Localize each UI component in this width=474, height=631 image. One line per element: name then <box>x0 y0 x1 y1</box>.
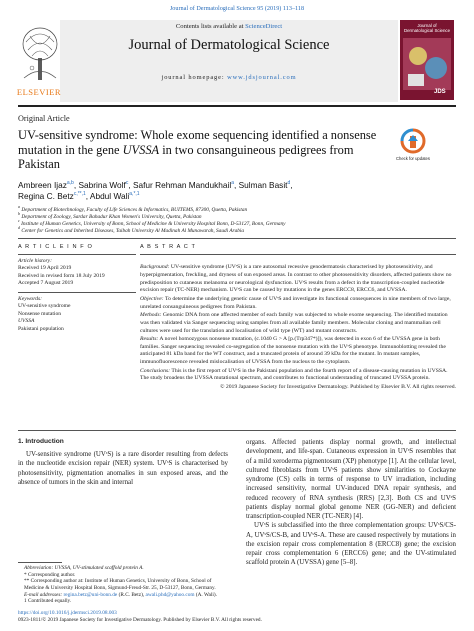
author[interactable]: Abdul Wali$^{a,*,1}$ <box>89 191 140 202</box>
keywords-block <box>18 296 136 333</box>
history-label: Article history: <box>18 258 53 264</box>
cover-badge: JDS <box>434 89 446 95</box>
keyword: UV-sensitive syndrome <box>18 303 71 310</box>
abstract-results: Results: A novel homozygous nonsense mutation, (c.1040 G > A [p.(Trp347*)]), was detected in exon 6 of the UVSSA gene in both families. Sanger sequencing revealed co-segregation of the nonsense mutation with the UVˢS phenotype. Immunoblotting revealed the anticipated 81 kDa band for the WT construct, and a truncated protein of around 39 kDa for the mutant. In mutant samples, immunofluorescence revealed mislocalisation of UVSSA from the nucleus to the cytoplasm. <box>140 335 446 366</box>
header-divider <box>18 105 456 107</box>
journal-title: Journal of Dermatological Science <box>128 37 330 53</box>
affiliation-divider <box>18 238 456 239</box>
contents-available-line <box>60 23 398 30</box>
check-for-updates-label[interactable]: Check for updates <box>396 156 430 161</box>
journal-header-banner <box>60 20 398 102</box>
footnotes <box>18 565 228 605</box>
affiliation: $^d$ Center for Genetics and Inherited Diseases, Taibah University Al Madinah Al Munawarah, Saudi Arabia <box>18 225 245 234</box>
author[interactable]: Safur Rehman Mandukhail$^a$ <box>132 180 234 190</box>
title-part-1: UV-sensitive syndrome: Whole exome sequencing identified a nonsense mutation in the gene <box>18 128 377 157</box>
affiliation: $^c$ Institute of Human Genetics, University of Bonn, School of Medicine & University Hospital Bonn, D-53127, Bonn, Germany <box>18 218 286 227</box>
article-title <box>18 128 380 172</box>
email-link[interactable]: awali.phd@yahoo.com <box>145 591 195 598</box>
abbreviation-note: Abbreviation: UVSSA, UV-stimulated scaffold protein A. <box>24 565 144 571</box>
homepage-prefix: journal homepage: <box>161 74 228 81</box>
author[interactable]: Regina C. Betz$^{c,**,1}$ <box>18 191 86 202</box>
keyword: Nonsense mutation <box>18 310 62 317</box>
cover-title: Journal of Dermatological Science <box>403 23 451 33</box>
article-history <box>18 258 136 288</box>
email-addresses: E-mail addresses: regina.betz@uni-bonn.de (R.C. Betz), awali.phd@yahoo.com (A. Wali). <box>24 591 217 598</box>
abstract-methods: Methods: Genomic DNA from one affected member of each family was subjected to whole exome sequencing. The identified mutation was then validated via Sanger sequencing using samples from all available family members. Molecular cloning and mammalian cell cultures were used for the translation and localisation of wild type (WT) and mutant constructs. <box>140 311 448 334</box>
elsevier-tree-logo-icon <box>20 22 60 82</box>
sciencedirect-link[interactable]: ScienceDirect <box>245 23 283 30</box>
check-for-updates-icon[interactable] <box>400 128 426 156</box>
introduction-column-2 <box>246 438 456 568</box>
contents-prefix: Contents lists available at <box>175 23 246 30</box>
abstract-objective: Objective: To determine the underlying genetic cause of UVˢS and investigate its functional consequences in nine members of two large, unrelated consanguineous pedigrees from Pakistan. <box>140 295 451 310</box>
contribution-note: 1 Contributed equally. <box>24 598 72 605</box>
issn-line: 0923-1811/© 2019 Japanese Society for Investigative Dermatology. Published by Elsevier B.V. All rights reserved. <box>18 616 262 623</box>
corresponding-author-note: ** Corresponding author at: Institute of Human Genetics, University of Bonn, School of Medicine & University Hospital Bonn, Sigmund-Freud-Str. 25, D-53127, Bonn, Germany. <box>24 578 216 592</box>
keyword: Pakistani population <box>18 325 64 332</box>
author[interactable]: Ambreen Ijaz$^{a,b}$ <box>18 180 74 190</box>
abstract-background: Background: UV-sensitive syndrome (UVˢS) is a rare autosomal recessive genodermatosis characterised by photosensitivity, and hyperpigmentation, freckling, and dryness of sun exposed areas. In contrast to other photosensitivity disorders, affected patients show no predisposition to cutaneous melanoma or neurological dysfunction. UVˢS results from a defect in the transcription-coupled nucleotide excision repair (TC-NER) mechanism. UVˢS can be caused by mutations in the genes ERCC8, ERCC6, and UVSSA. <box>140 264 452 294</box>
abstract-heading: A B S T R A C T <box>140 244 196 250</box>
abstract-bottom-rule <box>18 430 456 431</box>
accepted-date: Accepted 7 August 2019 <box>18 280 74 287</box>
introduction-column-1: UV-sensitive syndrome (UVˢS) is a rare disorder resulting from defects in the nucleotide excision repair (NER) system. UVˢS is characterised by photosensitivity, pigmentation anomalies in sun exposed areas, and the absence of tumors in the skin and internal <box>18 451 228 486</box>
intro-paragraph: organs. Affected patients display normal growth, and intellectual development, and life-span. Cutaneous expression in UVˢS resembles that of a mild xeroderma pigmentosum (XP) phenotype [1]. At the cellular level, cultured fibroblasts from UVˢS patients show similarities to Cockayne syndrome (CS) cells in terms of response to UV irradiation, including increased sensitivity, normal UV-induced DNA repair synthesis, and reduced recovery of RNA synthesis (RRS) [2,3]. Both CS and UVˢS patients display normal global genome NER (GG-NER) and deficient transcription-coupled NER (TC-NER) [4]. <box>246 439 456 520</box>
keywords-rule <box>18 292 136 293</box>
publisher-name: ELSEVIER <box>16 87 62 97</box>
abstract-copyright: © 2019 Japanese Society for Investigative Dermatology. Published by Elsevier B.V. All rights reserved. <box>220 383 456 390</box>
affiliation: $^a$ Department of Biotechnology, Faculty of Life Sciences & Informatics, BUITEMS, 87300, Quetta, Pakistan <box>18 204 248 213</box>
author-list: Ambreen Ijaz$^{a,b}$, Sabrina Wolf$^c$, Safur Rehman Mandukhail$^a$, Sulman Basit$^d$, Regina C. Betz$^{c,**,1}$, Abdul Wali$^{a,*,1}$ <box>18 180 293 202</box>
title-part-2: in two consanguineous pedigrees from Pakistan <box>18 142 354 172</box>
introduction-heading: 1. Introduction <box>18 438 64 445</box>
title-gene: UVSSA <box>122 142 160 157</box>
journal-citation-line[interactable]: Journal of Dermatological Science 95 (2019) 113–118 <box>169 5 305 12</box>
keyword: UVSSA <box>18 318 35 325</box>
author[interactable]: Sabrina Wolf$^c$ <box>78 180 129 190</box>
article-info-heading: A R T I C L E I N F O <box>18 244 93 250</box>
abstract-conclusions: Conclusions: This is the first report of UVˢS in the Pakistani population and the fourth report of a disease-causing mutation in UVSSA. The study broadens the UVSSA mutational spectrum, and contributes to functional understanding of truncated UVSSA protein. <box>140 367 448 382</box>
revised-date: Received in revised form 18 July 2019 <box>18 272 105 279</box>
footnote-divider <box>18 562 62 563</box>
corresponding-author-note: * Corresponding author. <box>24 571 76 578</box>
abstract-rule <box>140 254 456 255</box>
abstract-body <box>140 264 456 392</box>
email-link[interactable]: regina.betz@uni-bonn.de <box>63 591 118 598</box>
intro-paragraph: UVˢS is subclassified into the three complementation groups: UVˢS/CS-A, UVˢS/CS-B, and UVˢS-A. These are caused respectively by mutations in the excision repair cross complementation 8 (ERCC8) gene; the excision repair cross complementation 6 (ERCC6) gene; and the UV-stimulated scaffold protein A (UVSSA) gene [5–8]. <box>246 522 456 567</box>
received-date: Received 19 April 2019 <box>18 265 72 272</box>
affiliation: $^b$ Department of Zoology, Sardar Bahadur Khan Women's University, Quetta, Pakistan <box>18 211 202 220</box>
journal-homepage-link[interactable]: www.jdsjournal.com <box>227 74 297 81</box>
doi-link[interactable]: https://doi.org/10.1016/j.jdermsci.2019.08.003 <box>18 610 117 616</box>
article-type: Original Article <box>18 114 70 123</box>
journal-homepage-line <box>60 74 398 81</box>
keywords-label: Keywords: <box>18 296 43 302</box>
author[interactable]: Sulman Basit$^d$ <box>238 180 291 190</box>
publication-info <box>18 610 454 623</box>
article-info-rule <box>18 254 136 255</box>
